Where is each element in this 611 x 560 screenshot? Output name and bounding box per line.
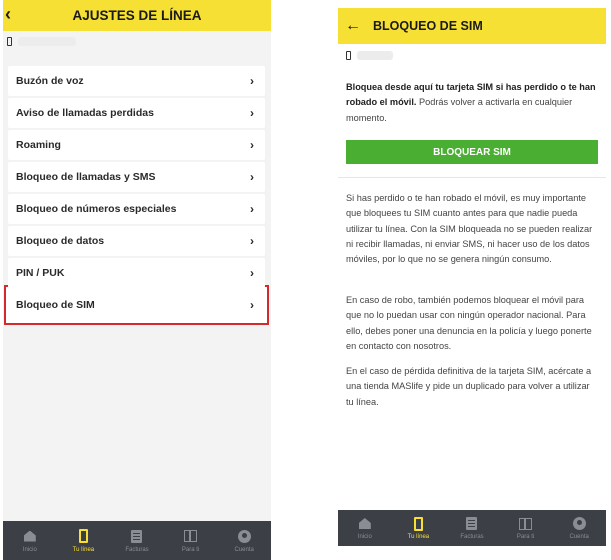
tab-account[interactable] [554, 516, 604, 540]
mobile-phone-icon [7, 37, 12, 46]
menu-item-label: PIN / PUK [16, 266, 65, 279]
chevron-right-icon: › [250, 233, 254, 248]
phone-icon [79, 529, 88, 543]
bottom-tab-bar [338, 510, 606, 546]
info-paragraph: En caso de robo, también podemos bloquear el móvil para que no lo puedan usar con ningún operador nacional. Para ello, debes poner una denuncia en la policía y luego ponerte en contacto con nosotros. [346, 295, 592, 351]
menu-item-call-sms-block[interactable] [8, 162, 265, 192]
gift-icon [519, 518, 532, 530]
tab-home[interactable] [5, 529, 55, 553]
arrow-left-icon[interactable]: ← [345, 17, 361, 34]
phone-icon [414, 517, 423, 531]
tab-label: Para ti [181, 546, 200, 553]
intro-text [346, 80, 598, 126]
menu-item-data-block[interactable] [8, 226, 265, 256]
menu-item-label: Aviso de llamadas perdidas [16, 106, 154, 119]
page-title: AJUSTES DE LÍNEA [72, 8, 202, 23]
tab-label: Facturas [125, 546, 149, 553]
user-icon [573, 517, 586, 530]
chevron-right-icon: › [250, 137, 254, 152]
menu-item-roaming[interactable] [8, 130, 265, 160]
tab-label: Inicio [22, 546, 37, 553]
menu-item-sim-block[interactable] [8, 290, 265, 320]
tab-account[interactable] [219, 529, 269, 553]
home-icon [359, 518, 371, 529]
chevron-right-icon: › [250, 297, 254, 312]
menu-item-pin-puk[interactable] [8, 258, 265, 288]
chevron-right-icon: › [250, 169, 254, 184]
intro-rest-text: Podrás volver a activarla en cualquier momento. [346, 97, 573, 123]
phone-number [357, 51, 393, 60]
tab-label: Facturas [460, 534, 484, 540]
line-settings-screen [3, 0, 271, 560]
menu-item-special-numbers-block[interactable] [8, 194, 265, 224]
block-sim-button[interactable]: BLOQUEAR SIM [346, 140, 598, 164]
bottom-tab-bar [3, 521, 271, 560]
menu-item-label: Buzón de voz [16, 74, 84, 87]
tab-your-line[interactable] [58, 529, 108, 553]
app-header [3, 0, 271, 31]
chevron-left-icon[interactable]: ‹ [5, 4, 11, 24]
page-title: BLOQUEO DE SIM [373, 19, 483, 33]
menu-item-label: Bloqueo de SIM [16, 298, 95, 311]
app-header [338, 8, 606, 44]
tab-label: Cuenta [234, 546, 254, 553]
line-number-row [346, 51, 393, 60]
info-paragraph: En el caso de pérdida definitiva de la tarjeta SIM, acércate a una tienda MASlife y pide un duplicado para volver a utilizar tu línea. [346, 366, 592, 407]
tab-label: Tu línea [72, 546, 95, 553]
settings-menu [8, 66, 265, 322]
menu-item-missed-calls[interactable] [8, 98, 265, 128]
menu-item-voicemail[interactable] [8, 66, 265, 96]
menu-item-label: Bloqueo de números especiales [16, 202, 177, 215]
phone-number [18, 37, 76, 46]
chevron-right-icon: › [250, 265, 254, 280]
mobile-phone-icon [346, 51, 351, 60]
tab-home[interactable] [340, 516, 390, 540]
chevron-right-icon: › [250, 201, 254, 216]
tab-for-you[interactable] [501, 516, 551, 540]
intro-bold-text: Bloquea desde aquí tu tarjeta SIM si has perdido o te han robado el móvil. [346, 82, 596, 108]
chevron-right-icon: › [250, 73, 254, 88]
user-icon [238, 530, 251, 543]
tab-for-you[interactable] [166, 529, 216, 553]
tab-your-line[interactable] [393, 516, 443, 540]
tab-invoices[interactable] [112, 529, 162, 553]
menu-item-label: Bloqueo de llamadas y SMS [16, 170, 156, 183]
tab-label: Tu línea [407, 534, 430, 540]
invoice-icon [131, 530, 142, 543]
chevron-right-icon: › [250, 105, 254, 120]
gift-icon [184, 530, 197, 542]
tab-label: Cuenta [569, 534, 589, 540]
tab-invoices[interactable] [447, 516, 497, 540]
sim-block-screen [338, 0, 606, 546]
info-paragraph: Si has perdido o te han robado el móvil, es muy importante que bloquees tu SIM cuanto antes para que nadie pueda utilizar tu línea. Con la SIM bloqueada no se pueden realizar ni recibir llamadas, ni enviar SMS, ni hacer uso de los datos móviles, por lo que no se genera ningún consumo. [346, 193, 593, 265]
line-number-row [7, 37, 76, 46]
tab-label: Inicio [357, 534, 372, 540]
divider [338, 177, 606, 178]
home-icon [24, 531, 36, 542]
invoice-icon [466, 517, 477, 530]
tab-label: Para ti [516, 534, 535, 540]
menu-item-label: Bloqueo de datos [16, 234, 105, 247]
menu-item-label: Roaming [16, 138, 61, 151]
